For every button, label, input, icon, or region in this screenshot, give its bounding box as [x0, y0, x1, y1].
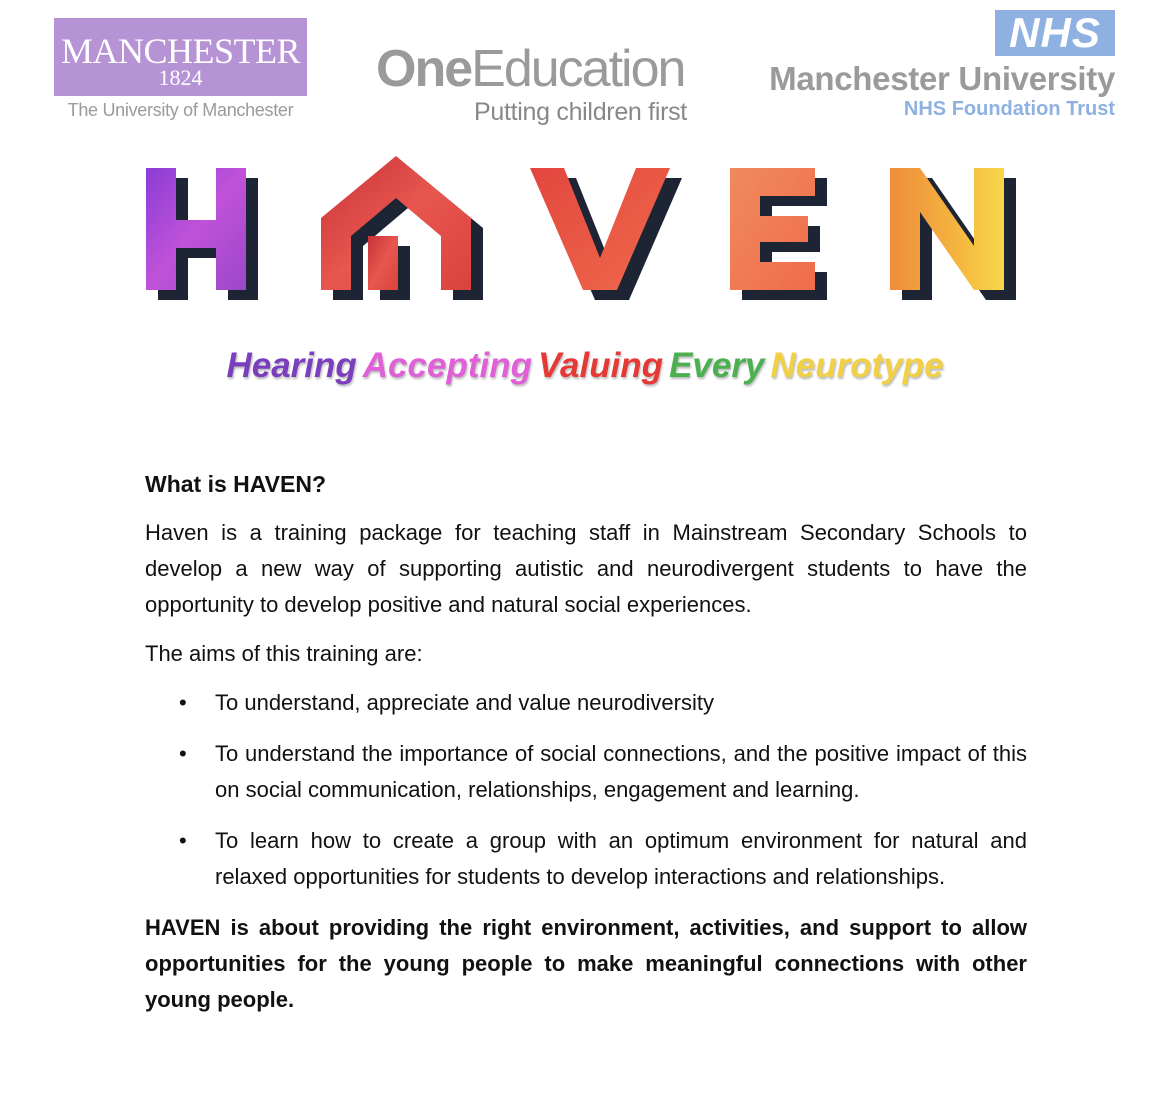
haven-letter-a-house [321, 156, 483, 300]
one-education-tagline: Putting children first [474, 98, 687, 126]
closing-statement: HAVEN is about providing the right environment, activities, and support to allow opportunities for the young people to make meaningful connections with other young people. [145, 915, 1027, 1012]
list-item [145, 685, 1027, 721]
uom-logo [54, 18, 307, 96]
list-item [145, 823, 1027, 895]
one-education-logo [376, 42, 684, 96]
haven-letter-e [730, 168, 827, 300]
list-item [145, 736, 1027, 808]
document-body [145, 466, 1027, 1018]
bullet-icon: • [179, 828, 187, 853]
uom-logo-subtitle: The University of Manchester [67, 100, 294, 120]
nhs-trust-name: NHS Foundation Trust [903, 98, 1115, 120]
one-education-name-bold: One [376, 40, 472, 98]
aim-text: To learn how to create a group with an optimum environment for natural and relaxed opportunities for students to develop interactions and relationships. [215, 828, 1027, 889]
uom-logo-name: MANCHESTER [60, 31, 301, 71]
section-heading: What is HAVEN? [145, 471, 327, 497]
haven-acronym-tagline [0, 346, 1170, 386]
intro-paragraph: Haven is a training package for teaching staff in Mainstream Secondary Schools to develop a new way of supporting autistic and neurodivergent students to have the opportunity to develop positive and natural social experiences. [145, 520, 1027, 617]
bullet-icon: • [179, 690, 187, 715]
aims-list [145, 685, 1027, 895]
haven-letter-v [530, 168, 682, 300]
aims-intro: The aims of this training are: [145, 641, 423, 666]
aim-text: To understand, appreciate and value neurodiversity [215, 690, 714, 715]
tagline-word-hearing: Hearing [226, 346, 357, 385]
haven-title-logo [130, 150, 1040, 320]
haven-letter-n [890, 168, 1016, 300]
haven-letter-h [146, 168, 258, 300]
tagline-word-every: Every [669, 346, 765, 385]
nhs-logo-badge: NHS [995, 10, 1115, 56]
tagline-word-neurotype: Neurotype [770, 346, 944, 385]
nhs-organisation-name: Manchester University [769, 60, 1115, 97]
one-education-name-regular: Education [471, 40, 685, 98]
bullet-icon: • [179, 741, 187, 766]
tagline-word-valuing: Valuing [537, 346, 664, 385]
tagline-word-accepting: Accepting [362, 346, 532, 385]
aim-text: To understand the importance of social connections, and the positive impact of this on social communication, relationships, engagement and learning. [215, 741, 1027, 802]
uom-logo-year: 1824 [158, 65, 203, 90]
